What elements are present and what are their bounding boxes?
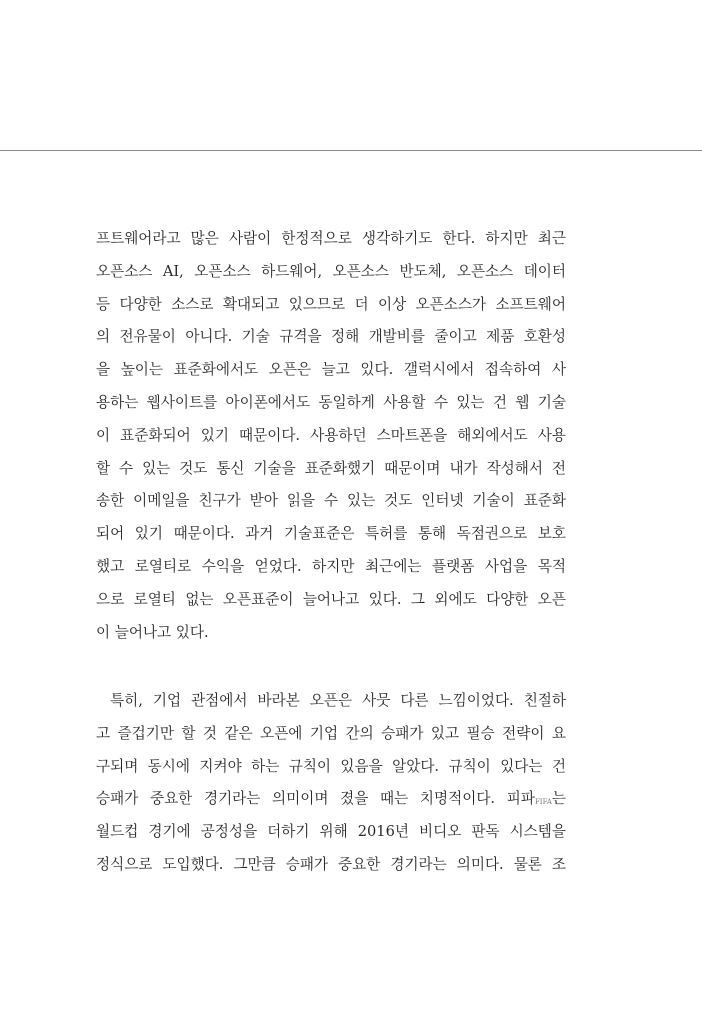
body-paragraph-2 <box>96 685 566 882</box>
text-line: 이 늘어나고 있다. <box>96 623 209 641</box>
text-line: 월드컵 경기에 공정성을 더하기 위해 2016년 비디오 판독 시스템을 <box>96 823 566 841</box>
body-paragraph-1 <box>96 223 566 649</box>
text-line: 으로 로열티 없는 오픈표준이 늘어나고 있다. 그 외에도 다양한 오픈 <box>96 590 566 608</box>
fifa-gloss: FIFA <box>534 798 552 807</box>
text-line: 의 전유물이 아니다. 기술 규격을 정해 개발비를 줄이고 제품 호환성 <box>96 328 566 346</box>
text-segment: 는 <box>551 790 566 808</box>
text-line: 했고 로열티로 수익을 얻었다. 하지만 최근에는 플랫폼 사업을 목적 <box>96 557 566 575</box>
text-line: 구되며 동시에 지켜야 하는 규칙이 있음을 알았다. 규칙이 있다는 건 <box>96 757 566 775</box>
text-line: 이 표준화되어 있기 때문이다. 사용하던 스마트폰을 해외에서도 사용 <box>96 426 566 444</box>
text-line-with-gloss <box>96 783 566 816</box>
text-line: 송한 이메일을 친구가 받아 읽을 수 있는 것도 인터넷 기술이 표준화 <box>96 492 566 510</box>
text-line: 오픈소스 AI, 오픈소스 하드웨어, 오픈소스 반도체, 오픈소스 데이터 <box>96 262 566 280</box>
text-line: 할 수 있는 것도 통신 기술을 표준화했기 때문이며 내가 작성해서 전 <box>96 459 566 477</box>
text-line: 정식으로 도입했다. 그만큼 승패가 중요한 경기라는 의미다. 물론 조 <box>96 855 566 873</box>
text-line: 되어 있기 때문이다. 과거 기술표준은 특허를 통해 독점권으로 보호 <box>96 525 566 543</box>
text-line: 고 즐겁기만 할 것 같은 오픈에 기업 간의 승패가 있고 필승 전략이 요 <box>96 724 566 742</box>
text-line: 을 높이는 표준화에서도 오픈은 늘고 있다. 갤럭시에서 접속하여 사 <box>96 361 566 379</box>
text-line: 등 다양한 소스로 확대되고 있으므로 더 이상 오픈소스가 소프트웨어 <box>96 295 566 313</box>
text-line: 프트웨어라고 많은 사람이 한정적으로 생각하기도 한다. 하지만 최근 <box>96 230 566 247</box>
text-line: 특히, 기업 관점에서 바라본 오픈은 사뭇 다른 느낌이었다. 친절하 <box>110 692 566 709</box>
text-line: 용하는 웹사이트를 아이폰에서도 동일하게 사용할 수 있는 건 웹 기술 <box>96 393 566 411</box>
header-divider <box>0 150 702 151</box>
text-segment: 승패가 중요한 경기라는 의미이며 졌을 때는 치명적이다. 피파 <box>96 790 535 808</box>
